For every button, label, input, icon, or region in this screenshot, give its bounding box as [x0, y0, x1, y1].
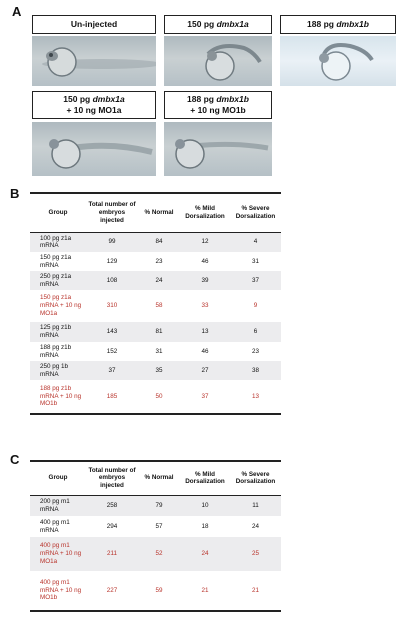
severe-cell: 4 — [253, 238, 258, 246]
total-cell: 152 — [106, 347, 118, 355]
label-dmbx1b-mo1b: 188 pg dmbx1b + 10 ng MO1b — [164, 91, 272, 119]
severe-cell: 9 — [253, 302, 258, 310]
mild-cell: 37 — [201, 392, 209, 400]
label-dmbx1a-mo1a: 150 pg dmbx1a + 10 ng MO1a — [32, 91, 156, 119]
mild-cell: 21 — [201, 586, 209, 594]
severe-cell: 23 — [251, 347, 259, 355]
mild-cell: 27 — [201, 366, 209, 374]
label-dmbx1b: 188 pg dmbx1b — [280, 15, 396, 34]
group-cell: 200 pg m1 mRNA — [40, 498, 70, 513]
severe-cell: 37 — [251, 276, 259, 284]
severe-cell: 25 — [251, 550, 259, 558]
panel-letter-c: C — [10, 452, 20, 467]
group-cell: 188 pg z1b mRNA + 10 ng MO1b — [40, 384, 82, 408]
header-total: Total number of embryos injected — [88, 201, 136, 224]
embryo-drawing — [32, 122, 156, 176]
severe-cell: 38 — [251, 366, 259, 374]
header-severe: % Severe Dorsalization — [235, 470, 276, 486]
total-cell: 310 — [106, 302, 118, 310]
total-cell: 143 — [106, 328, 118, 336]
header-total: Total number of embryos injected — [88, 466, 136, 490]
normal-cell: 59 — [155, 586, 163, 594]
label-dmbx1a: 150 pg dmbx1a — [164, 15, 272, 34]
total-cell: 294 — [106, 522, 118, 530]
group-cell: 250 pg 1b mRNA — [40, 362, 69, 378]
table-b — [30, 192, 281, 415]
group-cell: 188 pg z1b mRNA — [40, 343, 72, 359]
group-cell: 150 pg z1a mRNA — [40, 253, 72, 269]
normal-cell: 50 — [155, 392, 163, 400]
group-cell: 250 pg z1a mRNA — [40, 272, 72, 288]
group-cell: 400 pg m1 mRNA + 10 ng MO1b — [40, 578, 82, 602]
group-cell: 400 pg m1 mRNA + 10 ng MO1a — [40, 542, 82, 565]
embryo-image-dmbx1a — [164, 36, 272, 86]
normal-cell: 58 — [155, 302, 163, 310]
normal-cell: 57 — [155, 522, 163, 530]
table-c — [30, 460, 281, 612]
panel-letter-a: A — [12, 4, 22, 19]
normal-cell: 31 — [155, 347, 163, 355]
table-row — [30, 495, 281, 516]
normal-cell: 23 — [155, 257, 163, 265]
embryo-drawing — [280, 36, 396, 86]
header-normal: % Normal — [144, 474, 174, 482]
panel-letter-b: B — [10, 186, 20, 201]
table-header-row — [30, 193, 281, 232]
group-cell: 125 pg z1b mRNA — [40, 324, 72, 339]
total-cell: 185 — [106, 392, 118, 400]
severe-cell: 6 — [253, 328, 258, 336]
embryo-image-dmbx1a-mo1a — [32, 122, 156, 176]
table-row — [30, 342, 281, 361]
total-cell: 129 — [106, 257, 118, 265]
total-cell: 108 — [106, 276, 118, 284]
mild-cell: 33 — [201, 302, 209, 310]
group-cell: 100 pg z1a mRNA — [40, 234, 72, 250]
mild-cell: 12 — [201, 238, 209, 246]
normal-cell: 79 — [155, 501, 163, 509]
group-cell: 150 pg z1a mRNA + 10 ng MO1a — [40, 294, 82, 317]
mild-cell: 24 — [201, 550, 209, 558]
normal-cell: 35 — [155, 366, 163, 374]
embryo-drawing — [164, 36, 272, 86]
embryo-image-dmbx1b-mo1b — [164, 122, 272, 176]
total-cell: 99 — [108, 238, 116, 246]
table-row — [30, 380, 281, 414]
normal-cell: 52 — [155, 550, 163, 558]
table-row — [30, 232, 281, 252]
severe-cell: 24 — [251, 522, 259, 530]
mild-cell: 13 — [201, 328, 209, 336]
table-row — [30, 571, 281, 611]
normal-cell: 84 — [155, 238, 163, 246]
severe-cell: 11 — [252, 501, 259, 509]
table-row — [30, 252, 281, 271]
normal-cell: 24 — [155, 276, 163, 284]
header-normal: % Normal — [144, 208, 174, 216]
mild-cell: 46 — [201, 347, 209, 355]
normal-cell: 81 — [155, 328, 163, 336]
mild-cell: 18 — [201, 522, 209, 530]
embryo-drawing — [32, 36, 156, 86]
total-cell: 258 — [106, 501, 118, 509]
header-group: Group — [48, 474, 68, 482]
header-mild: % Mild Dorsalization — [185, 205, 225, 220]
table-header-row — [30, 461, 281, 495]
table-row — [30, 516, 281, 537]
group-cell: 400 pg m1 mRNA — [40, 518, 70, 534]
table-row — [30, 537, 281, 571]
table-row — [30, 271, 281, 290]
label-uninjected: Un-injected — [32, 15, 156, 34]
mild-cell: 10 — [201, 501, 209, 509]
table-row — [30, 290, 281, 322]
header-mild: % Mild Dorsalization — [185, 470, 225, 486]
table-row — [30, 361, 281, 380]
severe-cell: 13 — [251, 392, 259, 400]
embryo-drawing — [164, 122, 272, 176]
mild-cell: 46 — [201, 257, 209, 265]
total-cell: 211 — [106, 550, 118, 558]
header-group: Group — [48, 208, 68, 216]
table-row — [30, 322, 281, 342]
embryo-image-uninjected — [32, 36, 156, 86]
total-cell: 227 — [106, 586, 118, 594]
total-cell: 37 — [108, 366, 116, 374]
header-severe: % Severe Dorsalization — [235, 205, 276, 220]
mild-cell: 39 — [201, 276, 209, 284]
severe-cell: 31 — [251, 257, 259, 265]
severe-cell: 21 — [251, 586, 259, 594]
embryo-image-dmbx1b — [280, 36, 396, 86]
